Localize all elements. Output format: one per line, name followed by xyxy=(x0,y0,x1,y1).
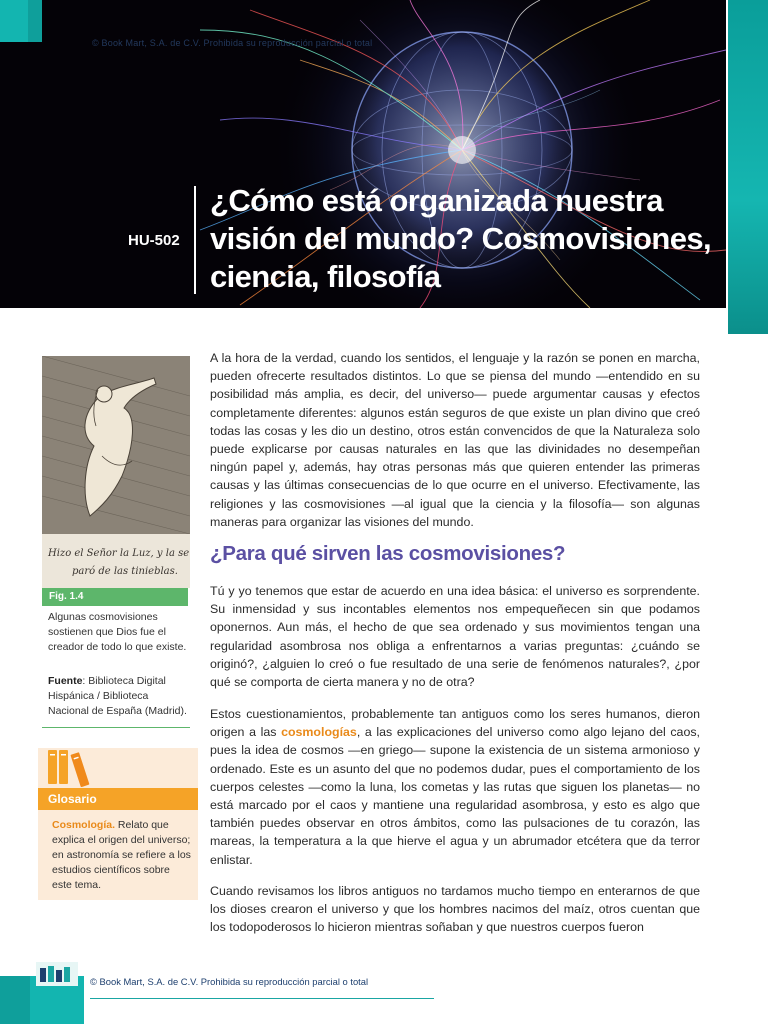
figure-handwritten-line1: Hizo el Señor la Luz, y la se xyxy=(48,548,190,559)
paragraph-cosmologies-end: , a las explicaciones del universo como algo lejano del caos, pues la idea de cosmos —en griego— supone la existencia de un sistema armonioso y ordenado. Este es un asunto del que no podemos dudar, pues el comportamiento de los cuerpos celestes —como la luna, los cometas y las rutas que siguen los planetas— no está marcado por el caos y mantiene una regularidad asombrosa, y esto es algo que también puedes observar en otros ámbitos, como las pulsaciones de tu corazón, las mareas, la temperatura a la que hierve el agua y un abrumador etcétera que da terror enlistar. xyxy=(210,725,700,867)
page-title: ¿Cómo está organizada nuestra visión del mundo? Cosmovisiones, ciencia, filosofía xyxy=(210,183,711,294)
course-code: HU-502 xyxy=(128,232,180,249)
glossary-term: Cosmología. xyxy=(52,819,116,831)
paragraph-universe: Tú y yo tenemos que estar de acuerdo en una idea básica: el universo es sorprendente. Su inmensidad y sus incontables elementos nos empequeñecen sin que podamos oponernos. Aun más, el hecho de que sea ordenado y sus movimientos tengan una regularidad asombrosa nos obliga a enfrentarnos a varias preguntas: ¿cuándo se originó?, ¿alguien lo creó o fue resultado de una serie de fenómenos naturales?, ¿por qué se comporta de cierta manera y no de otra? xyxy=(210,584,700,690)
figure-engraving xyxy=(42,356,190,588)
glossary-definition: Relato que explica el origen del universo; en astronomía se refiere a los estudios científicos sobre este tema. xyxy=(52,819,191,891)
corner-accent xyxy=(0,0,42,42)
intro-paragraph: A la hora de la verdad, cuando los sentidos, el lenguaje y la razón se ponen en marcha, pueden ofrecerte resultados distintos. Lo que se piensa del mundo —entendido en su posibilidad más amplia, es decir, del universo— puede argumentar causas y efectos completamente diferentes: algunos están seguros de que existe un plan divino que creó todas las cosas y les dio un destino, otros están convencidos de que la Naturaleza solo puede explicarse por causas naturales en las que las divinidades no desempeñan ningún papel y, además, hay otras personas más que quieren entender las primeras causas y las últimas consecuencias de lo que ocurre en el universo. Efectivamente, las religiones y las cosmovisiones —al igual que la ciencia y la filosofía— son algunas maneras para organizar las visiones del mundo. xyxy=(210,351,700,529)
publisher-logo xyxy=(36,962,78,986)
figure-source-label: Fuente xyxy=(48,675,83,687)
glossary-highlight-cosmologias[interactable]: cosmologías xyxy=(281,725,357,740)
glossary-entry xyxy=(52,818,192,893)
paragraph-cosmologies xyxy=(210,705,700,869)
figure-caption: Algunas cosmovisiones sostienen que Dios fue el creador de todo lo que existe. xyxy=(48,611,187,653)
paragraph-ancient-books: Cuando revisamos los libros antiguos no tardamos mucho tiempo en enterarnos de que los dioses crearon el universo y que los hombres nacimos del maíz, otros cuentan que los todopoderosos lo hicieron mientras soñaban y que nuestros cuerpos fueron xyxy=(210,884,700,935)
header-banner xyxy=(0,0,726,308)
books-icon xyxy=(42,748,102,788)
footer-copyright: © Book Mart, S.A. de C.V. Prohibida su reproducción parcial o total xyxy=(90,976,369,987)
figure-divider xyxy=(42,727,190,728)
section-heading: ¿Para qué sirven las cosmovisiones? xyxy=(210,542,566,565)
title-divider xyxy=(194,186,196,294)
glossary-box xyxy=(38,748,198,900)
figure-source-text: : Biblioteca Digital Hispánica / Biblioteca Nacional de España (Madrid). xyxy=(48,675,187,717)
footer-divider xyxy=(90,998,434,999)
figure-handwritten-line2: paró de las tinieblas. xyxy=(72,566,178,577)
glossary-heading: Glosario xyxy=(38,788,198,810)
paragraph-cosmologies-start: Estos cuestionamientos, probablemente tan antiguos como los seres humanos, dieron origen a las xyxy=(210,707,700,740)
figure-source xyxy=(48,674,188,719)
header-watermark: © Book Mart, S.A. de C.V. Prohibida su reproducción parcial o total xyxy=(92,38,373,48)
figure-label: Fig. 1.4 xyxy=(42,588,188,606)
side-accent-bar xyxy=(728,0,768,334)
